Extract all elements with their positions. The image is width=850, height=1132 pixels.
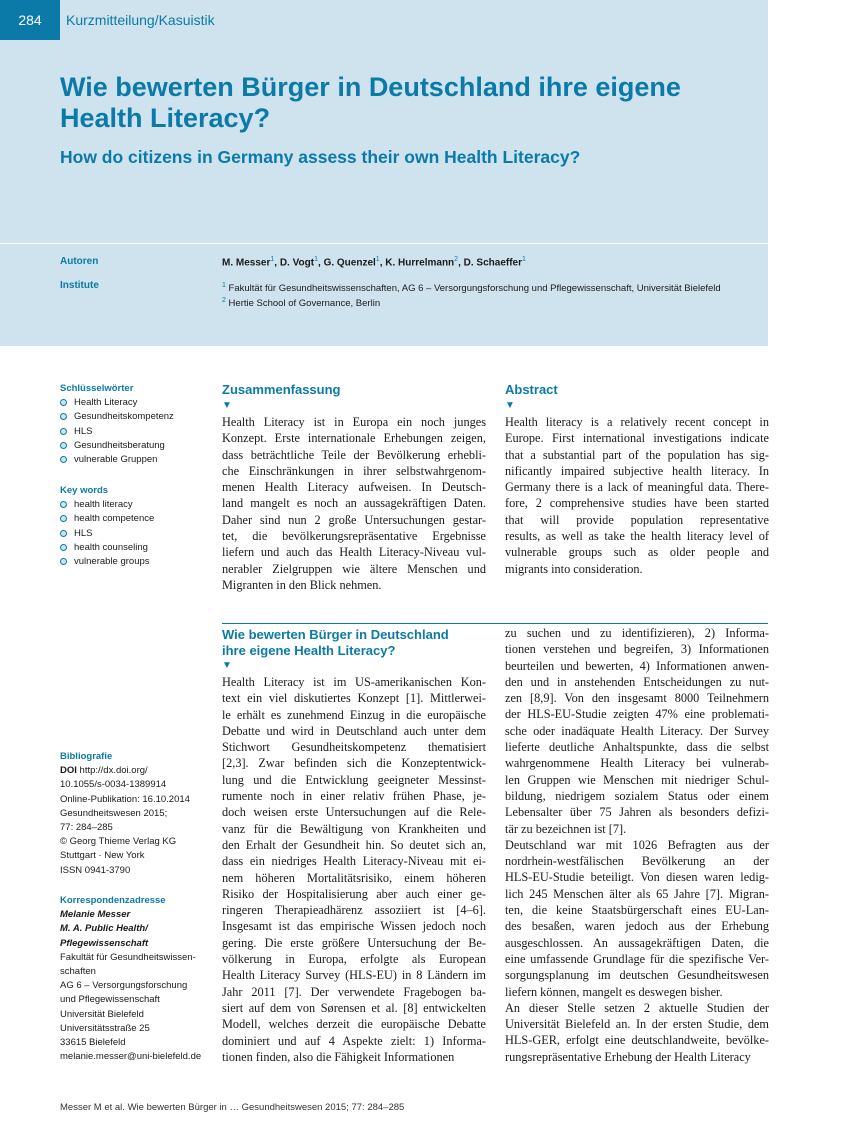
author-name: G. Quenzel <box>323 257 376 269</box>
bullet-icon <box>60 515 67 522</box>
bullet-icon <box>60 456 67 463</box>
text-line: völkerung in Europa, erfolgte als European <box>222 952 486 967</box>
correspondence-heading: Korrespondenzadresse <box>60 895 166 906</box>
bullet-icon <box>60 530 67 537</box>
bullet-icon <box>60 558 67 565</box>
correspondent-name: Melanie Messer <box>60 909 131 921</box>
keyword-item <box>60 396 210 410</box>
title-line: Wie bewerten Bürger in Deutschland ihre eigene <box>60 72 681 102</box>
correspondence-block <box>60 894 220 1064</box>
text-line: fore, 2 comprehensive studies have been started <box>505 496 769 511</box>
keywords-heading: Key words <box>60 485 109 496</box>
keywords-german <box>60 382 210 467</box>
keyword-text: Health Literacy <box>74 397 138 409</box>
text-line: dominiert und auf 4 Aspekte zielt: 1) Informa- <box>222 1033 486 1048</box>
text-line: len Gruppen wie Menschen mit niedriger Schul- <box>505 772 769 787</box>
text-line: Germany there is a lack of meaningful data. There- <box>505 480 769 495</box>
text-line: Universität Bielefeld an. In der ersten Studie, dem <box>505 1017 769 1032</box>
body-column-1 <box>222 674 486 1065</box>
institute-entry <box>222 295 721 310</box>
text-line: liefern und auch das Health Literacy-Niveau vul- <box>222 545 486 560</box>
author-name: K. Hurrelmann <box>385 257 455 269</box>
affiliation-marker: 1 <box>375 256 380 263</box>
keyword-text: health competence <box>74 513 155 525</box>
address-line: melanie.messer@uni-bielefeld.de <box>60 1051 202 1063</box>
text-line: nem höheren Mortalitätsrisiko, einem höheren <box>222 870 486 885</box>
address-line: schaften <box>60 966 96 978</box>
keyword-item <box>60 410 210 424</box>
text-line: vanz für die Bewältigung von Krankheiten und <box>222 821 486 836</box>
keyword-text: vulnerable Gruppen <box>74 454 158 466</box>
keyword-item <box>60 498 210 512</box>
address-line: und Pflegewissenschaft <box>60 994 160 1006</box>
heading-line: Wie bewerten Bürger in Deutschland <box>222 627 449 642</box>
affiliation-marker: 1 <box>522 256 526 263</box>
affiliation-marker: 2 <box>454 256 459 263</box>
text-line: rumente noch in einer relativ frühen Phase, je- <box>222 789 486 804</box>
keyword-text: vulnerable groups <box>74 556 150 568</box>
text-line: that will provide population representative <box>505 512 769 527</box>
address-line: 33615 Bielefeld <box>60 1037 126 1049</box>
keyword-item <box>60 453 210 467</box>
text-line: that a substantial part of the population has sig- <box>505 447 769 462</box>
keywords-heading: Schlüsselwörter <box>60 383 134 394</box>
keyword-item <box>60 439 210 453</box>
text-line: che Einschränkungen in ihrer selbstwahrgenom- <box>222 463 486 478</box>
text-line: Konzept. Erste internationale Erhebungen zeigen, <box>222 431 486 446</box>
text-line: menen Health Literacy aufweisen. In Deutsch- <box>222 480 486 495</box>
doi-label: DOI <box>60 765 77 777</box>
affiliation-marker: 1 <box>222 282 226 289</box>
text-line: tär zu bezeichnen ist [7]. <box>505 821 627 836</box>
arrow-down-icon: ▼ <box>222 660 232 671</box>
correspondent-name: Pflegewissenschaft <box>60 937 149 949</box>
article-title-german <box>60 72 750 134</box>
address-line: AG 6 – Versorgungsforschung <box>60 980 188 992</box>
section-label: Kurzmitteilung/Kasuistik <box>66 12 215 28</box>
institute-label: Institute <box>60 280 99 291</box>
text-line: nerabler Zielgruppen wie ältere Menschen und <box>222 561 486 576</box>
keyword-text: health literacy <box>74 499 133 511</box>
text-line: liefern können, mangelt es deswegen bisher. <box>505 984 723 999</box>
text-line: land mangelt es noch an aussagekräftigen Daten. <box>222 496 486 511</box>
text-line: Migranten in den Blick nehmen. <box>222 577 382 592</box>
text-line: den und in anstehenden Entscheidungen zu nut- <box>505 674 769 689</box>
text-line: Health Literacy ist im US-amerikanischen Kon- <box>222 675 486 689</box>
text-line: gering. Die erste größere Untersuchung der Be- <box>222 935 486 950</box>
text-line: wahrgenommene Health Literacy bei vulnerab- <box>505 756 769 771</box>
text-line: tet, die bevölkerungsrepräsentative Ergebnisse <box>222 529 486 544</box>
keyword-item <box>60 555 210 569</box>
text-line: Health Literacy ist in Europa ein noch junges <box>222 415 486 429</box>
institute-entry <box>222 280 721 295</box>
arrow-down-icon: ▼ <box>222 400 232 411</box>
text-line: tionen finden, also die Fähigkeit Informationen <box>222 1049 455 1064</box>
bibliography-line: Stuttgart · New York <box>60 850 145 862</box>
address-line: Fakultät für Gesundheitswissen- <box>60 951 196 963</box>
text-line: [2,3]. Zwar befinden sich die Konzeptentwick- <box>222 756 486 771</box>
text-line: Debatte und wird in Deutschland auch unter dem <box>222 723 486 738</box>
text-line: Health literacy is a relatively recent concept in <box>505 415 769 429</box>
affiliation-marker: 1 <box>314 256 318 263</box>
body-section-heading <box>222 627 486 659</box>
title-panel-divider <box>0 243 768 244</box>
text-line: An dieser Stelle setzen 2 aktuelle Studien der <box>505 1000 769 1015</box>
title-line: Health Literacy? <box>60 103 271 133</box>
institute-list <box>222 280 721 310</box>
text-line: Jahr 2011 [7]. Der verwendete Fragebogen ba- <box>222 984 486 999</box>
page-footer: Messer M et al. Wie bewerten Bürger in … Gesundheitswesen 2015; 77: 284–285 <box>60 1102 405 1113</box>
address-line: Universitätsstraße 25 <box>60 1022 150 1034</box>
text-line: dass ein niedriges Health Literacy-Niveau mit ei- <box>222 854 486 869</box>
text-line: zen [8,9]. Von den insgesamt 8000 Teilnehmern <box>505 691 769 706</box>
text-line: rungsrepräsentative Erhebung der Health Literacy <box>505 1049 751 1064</box>
abstract-german-text <box>222 414 486 593</box>
institute-text: Fakultät für Gesundheitswissenschaften, AG 6 – Versorgungsforschung und Pflegewissenschaft, Universität Bielefeld <box>228 283 721 295</box>
text-line: ringeren Therapieadhärenz assoziiert ist [4–6]. <box>222 903 486 918</box>
text-line: migrants into consideration. <box>505 561 643 576</box>
text-line: lich 245 Menschen älter als 65 Jahre [7]. Migran- <box>505 886 769 901</box>
article-title-english: How do citizens in Germany assess their own Health Literacy? <box>60 147 581 167</box>
bullet-icon <box>60 428 67 435</box>
bibliography-line: © Georg Thieme Verlag KG <box>60 836 177 848</box>
keyword-text: Gesundheitsberatung <box>74 439 165 451</box>
text-line: Europe. First international investigations indicate <box>505 431 769 446</box>
bullet-icon <box>60 442 67 449</box>
text-line: Deutschland war mit 1026 Befragten aus der <box>505 837 769 852</box>
bullet-icon <box>60 501 67 508</box>
text-line: Daher sind nun 2 große Untersuchungen gestar- <box>222 512 486 527</box>
text-line: nordrhein-westfälischen Bevölkerung an der <box>505 854 769 869</box>
bibliography-line: Online-Publikation: 16.10.2014 <box>60 793 190 805</box>
keywords-english <box>60 484 210 569</box>
correspondent-name: M. A. Public Health/ <box>60 923 148 935</box>
text-line: Lebensalter über 75 Jahren als besonders defizi- <box>505 805 769 820</box>
text-line: ten, die keine Staatsbürgerschaft eines EU-Lan- <box>505 903 769 918</box>
arrow-down-icon: ▼ <box>505 400 515 411</box>
text-line: bildung, niedrigem sozialem Status oder einem <box>505 788 769 803</box>
text-line: Health Literacy Survey (HLS-EU) in 8 Ländern im <box>222 968 486 983</box>
keyword-text: HLS <box>74 527 93 539</box>
text-line: dass beträchtliche Teile der Bevölkerung erhebli- <box>222 447 486 462</box>
text-line: lieferte deutliche Anhaltspunkte, dass die selbst <box>505 740 769 755</box>
text-line: Modell, welches derzeit die europäische Debatte <box>222 1017 486 1032</box>
author-name: M. Messer <box>222 257 271 269</box>
text-line: vulnerable groups such as older people and <box>505 545 769 560</box>
keyword-item <box>60 527 210 541</box>
text-line: results, as well as take the health literacy level of <box>505 529 769 544</box>
text-line: beurteilen und bewerten, 4) Informationen anwen- <box>505 658 769 673</box>
text-line: le erhält es zunehmend Einzug in die europäische <box>222 707 486 722</box>
authors-label: Autoren <box>60 256 99 267</box>
keyword-text: HLS <box>74 425 93 437</box>
text-line: der HLS-EU-Studie zeigten 47% eine problemati- <box>505 707 769 722</box>
keyword-text: Gesundheitskompetenz <box>74 411 174 423</box>
bibliography-line: 77: 284–285 <box>60 822 113 834</box>
abstract-english-heading: Abstract <box>505 382 558 397</box>
text-line: Stichwort Gesundheitskompetenz thematisiert <box>222 740 486 755</box>
text-line: lung und die Entwicklung geeigneter Messinst- <box>222 772 486 787</box>
keyword-text: health counseling <box>74 541 148 553</box>
text-line: text ein viel diskutiertes Konzept [1]. Mittlerwei- <box>222 691 486 706</box>
bibliography-block <box>60 750 220 878</box>
author-name: D. Schaeffer <box>463 257 522 269</box>
section-rule <box>222 623 768 624</box>
author-list: M. Messer$^1$, D. Vogt$^1$, G. Quenzel$^1$, K. Hurrelmann$^2$, D. Schaeffer$^1$ <box>222 256 526 269</box>
text-line: HLS-EU-Studie beteiligt. Von diesen waren ledig- <box>505 870 769 885</box>
text-line: des besaßen, waren jedoch aus der Erhebung <box>505 919 769 934</box>
keyword-item <box>60 512 210 526</box>
heading-line: ihre eigene Health Literacy? <box>222 643 396 658</box>
text-line: Insgesamt ist das empirische Wissen jedoch noch <box>222 919 486 934</box>
bullet-icon <box>60 413 67 420</box>
abstract-english-text <box>505 414 769 577</box>
bibliography-line: ISSN 0941-3790 <box>60 864 131 876</box>
keyword-item <box>60 425 210 439</box>
text-line: doch weisen erste Untersuchungen auf die Rele- <box>222 805 486 820</box>
affiliation-marker: 2 <box>222 297 226 305</box>
text-line: ausgeschlossen. An aussagekräftigen Daten, die <box>505 935 769 950</box>
page-number: 284 <box>0 0 60 40</box>
address-line: Universität Bielefeld <box>60 1008 144 1020</box>
bullet-icon <box>60 399 67 406</box>
doi-link[interactable]: http://dx.doi.org/ <box>79 765 148 777</box>
text-line: HLS-GER, erfolgt eine deutschlandweite, bevölke- <box>505 1033 769 1048</box>
text-line: sche oder inadäquate Health Literacy. Der Survey <box>505 723 769 738</box>
institute-text: Hertie School of Governance, Berlin <box>228 298 381 310</box>
bibliography-heading: Bibliografie <box>60 751 113 762</box>
text-line: eine umfassende Grundlage für die spezifische Ver- <box>505 951 769 966</box>
bibliography-line: Gesundheitswesen 2015; <box>60 807 168 819</box>
text-line: nificantly impaired subjective health literacy. In <box>505 463 769 478</box>
doi-line <box>60 764 220 778</box>
text-line: siert auf dem von Sørensen et al. [8] entwickelten <box>222 1000 486 1015</box>
author-name: D. Vogt <box>279 257 315 269</box>
body-column-2 <box>505 625 769 1065</box>
keyword-item <box>60 541 210 555</box>
affiliation-marker: 1 <box>270 256 275 263</box>
text-line: tionen verstehen und begreifen, 3) Informationen <box>505 642 769 657</box>
bullet-icon <box>60 544 67 551</box>
bibliography-line: 10.1055/s-0034-1389914 <box>60 779 167 791</box>
text-line: sorgungsplanung im deutschen Gesundheitswesen <box>505 968 769 983</box>
text-line: zu suchen und zu identifizieren), 2) Informa- <box>505 626 769 640</box>
text-line: Risiko der Hospitalisierung aber auch einer ge- <box>222 886 486 901</box>
abstract-german-heading: Zusammenfassung <box>222 382 341 397</box>
text-line: den Erhalt der Gesundheit hin. So deutet sich an, <box>222 837 486 852</box>
